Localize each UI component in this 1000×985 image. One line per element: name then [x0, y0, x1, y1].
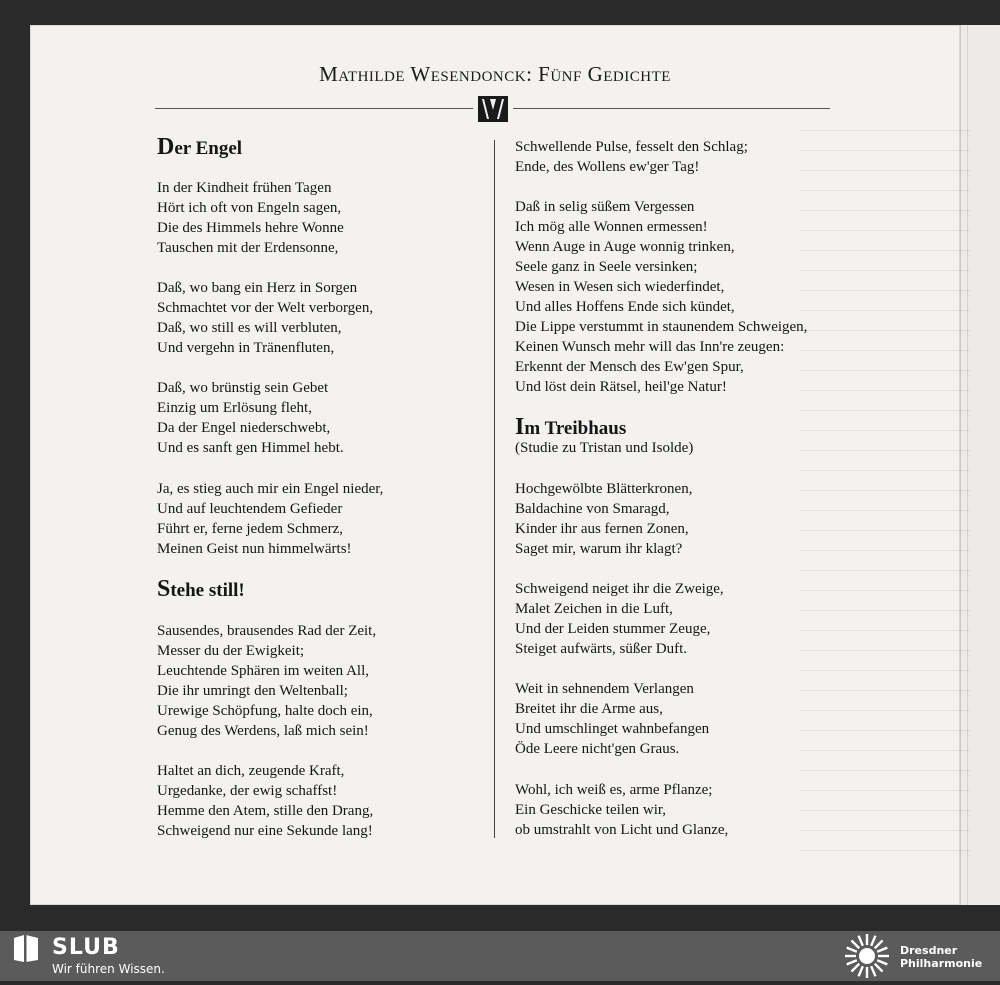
poem-line: Und der Leiden stummer Zeuge, [515, 621, 711, 637]
poem-line: Meinen Geist nun himmelwärts! [157, 541, 352, 557]
poem-line: Die Lippe verstummt in staunendem Schweigen, [515, 319, 808, 335]
poem-line: Wenn Auge in Auge wonnig trinken, [515, 239, 735, 255]
poem-heading-im-treibhaus: Im Treibhaus [515, 414, 627, 440]
poem-line: Die des Himmels hehre Wonne [157, 220, 344, 236]
poem-line: Die ihr umringt den Weltenball; [157, 683, 348, 699]
title-rule-left [155, 108, 473, 109]
slub-logo-icon[interactable] [12, 934, 40, 964]
poem-line: Ich mög alle Wonnen ermessen! [515, 219, 708, 235]
poem-line: Baldachine von Smaragd, [515, 501, 670, 517]
slub-logo-text[interactable]: SLUB [52, 935, 120, 960]
poem-line: Schwellende Pulse, fesselt den Schlag; [515, 139, 748, 155]
poem-line: Keinen Wunsch mehr will das Inn're zeugen: [515, 339, 785, 355]
poem-line: Urgedanke, der ewig schaffst! [157, 783, 338, 799]
scan-border-top [0, 0, 1000, 24]
page-title: Mathilde Wesendonck: Fünf Gedichte [319, 62, 671, 86]
poem-line: Führt er, ferne jedem Schmerz, [157, 521, 343, 537]
poem-line: Schmachtet vor der Welt verborgen, [157, 300, 374, 316]
poem-line: Einzig um Erlösung fleht, [157, 400, 312, 416]
philharmonie-line-1: Dresdner [900, 944, 958, 957]
poem-line: Daß in selig süßem Vergessen [515, 199, 695, 215]
poem-subtitle: (Studie zu Tristan und Isolde) [515, 440, 694, 456]
poem-line: Daß, wo brünstig sein Gebet [157, 380, 329, 396]
scan-border-bottom [0, 905, 1000, 931]
poem-line: Daß, wo bang ein Herz in Sorgen [157, 280, 358, 296]
poem-line: Sausendes, brausendes Rad der Zeit, [157, 623, 377, 639]
poem-line: In der Kindheit frühen Tagen [157, 180, 332, 196]
poem-line: Kinder ihr aus fernen Zonen, [515, 521, 689, 537]
poem-line: Erkennt der Mensch des Ew'gen Spur, [515, 359, 744, 375]
title-rule-right [513, 108, 830, 109]
poem-line: Und es sanft gen Himmel hebt. [157, 440, 344, 456]
poem-line: Haltet an dich, zeugende Kraft, [157, 763, 345, 779]
poem-line: Und umschlinget wahnbefangen [515, 721, 710, 737]
poem-line: Schweigend neiget ihr die Zweige, [515, 581, 724, 597]
poem-line: Messer du der Ewigkeit; [157, 643, 305, 659]
poem-line: Ja, es stieg auch mir ein Engel nieder, [157, 481, 384, 497]
poem-line: Ein Geschicke teilen wir, [515, 802, 667, 818]
poem-line: Steiget aufwärts, süßer Duft. [515, 641, 688, 657]
poem-line: Genug des Werdens, laß mich sein! [157, 723, 369, 739]
poem-heading-der-engel: Der Engel [157, 134, 243, 160]
poem-line: Und alles Hoffens Ende sich kündet, [515, 299, 735, 315]
poem-line: Malet Zeichen in die Luft, [515, 601, 673, 617]
poem-line: Tauschen mit der Erdensonne, [157, 240, 339, 256]
philharmonie-line-2: Philharmonie [900, 957, 983, 970]
poem-line: ob umstrahlt von Licht und Glanze, [515, 822, 729, 838]
philharmonie-logo-text[interactable] [900, 944, 982, 970]
poem-line: Urewige Schöpfung, halte doch ein, [157, 703, 373, 719]
poem-line: Und auf leuchtendem Gefieder [157, 501, 343, 517]
poem-line: Seele ganz in Seele versinken; [515, 259, 698, 275]
poem-line: Da der Engel niederschwebt, [157, 420, 331, 436]
poem-line: Schweigend nur eine Sekunde lang! [157, 823, 373, 839]
poem-line: Hört ich oft von Engeln sagen, [157, 200, 342, 216]
poem-line: Weit in sehnendem Verlangen [515, 681, 694, 697]
poem-heading-stehe-still: Stehe still! [157, 576, 245, 602]
poem-line: Hemme den Atem, stille den Drang, [157, 803, 374, 819]
poem-line: Hochgewölbte Blätterkronen, [515, 481, 693, 497]
poem-line: Daß, wo still es will verbluten, [157, 320, 342, 336]
bleed-through-text [800, 130, 970, 870]
poem-line: Ende, des Wollens ew'ger Tag! [515, 159, 700, 175]
poem-line: Öde Leere nicht'gen Graus. [515, 741, 680, 757]
poem-line: Leuchtende Sphären im weiten All, [157, 663, 370, 679]
philharmonie-logo-icon[interactable] [842, 932, 892, 980]
column-divider [494, 140, 495, 838]
poem-line: Breitet ihr die Arme aus, [515, 701, 663, 717]
poem-line: Wesen in Wesen sich wiederfindet, [515, 279, 725, 295]
ornament-icon [478, 96, 508, 122]
poem-line: Wohl, ich weiß es, arme Pflanze; [515, 782, 713, 798]
poem-line: Saget mir, warum ihr klagt? [515, 541, 683, 557]
poem-line: Und vergehn in Tränenfluten, [157, 340, 335, 356]
poem-line: Und löst dein Rätsel, heil'ge Natur! [515, 379, 727, 395]
slub-slogan: Wir führen Wissen. [52, 962, 165, 976]
